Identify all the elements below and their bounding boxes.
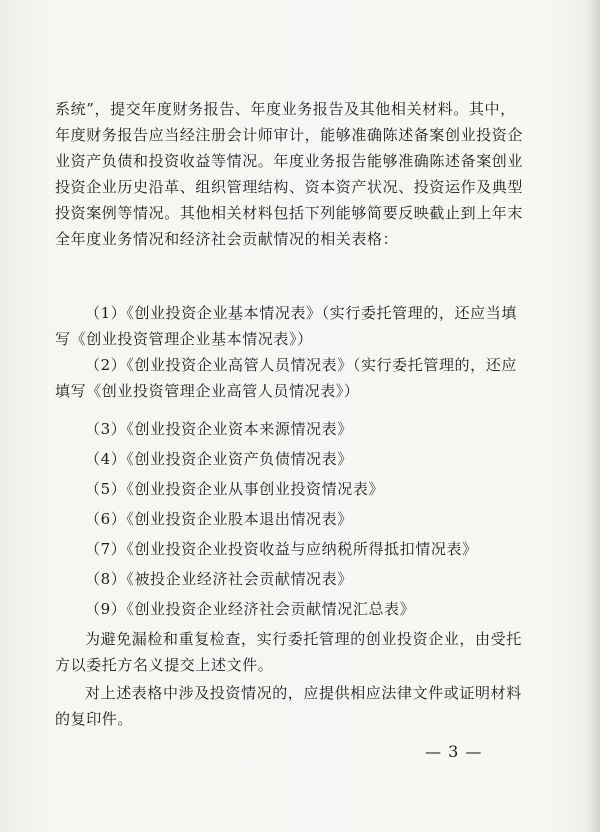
paragraph-intro: 系统”，提交年度财务报告、年度业务报告及其他相关材料。其中，年度财务报告应当经注册会计师审计，能够准确陈述备案创业投资企业资产负债和投资收益等情况。年度业务报告能够准确陈述备案创业投资企业历史沿革、组织管理结构、资本资产状况、投资运作及典型投资案例等情况。其他相关材料包括下列能够简要反映截止到上年末全年度业务情况和经济社会贡献情况的相关表格： [55, 100, 524, 248]
list-item-5: （5）《创业投资企业从事创业投资情况表》 [85, 480, 385, 498]
page-number: — 3 — [425, 742, 483, 761]
paragraph-avoid-duplicate: 为避免漏检和重复检查，实行委托管理的创业投资企业，由受托方以委托方名义提交上述文件。 [55, 630, 522, 674]
list-item-2: （2）《创业投资企业高管人员情况表》（实行委托管理的，还应填写《创业投资管理企业高管人员情况表》） [55, 356, 517, 400]
list-item-1: （1）《创业投资企业基本情况表》（实行委托管理的，还应当填写《创业投资管理企业基本情况表》） [55, 304, 517, 348]
list-item-6: （6）《创业投资企业股本退出情况表》 [85, 510, 353, 528]
list-item-9: （9）《创业投资企业经济社会贡献情况汇总表》 [85, 600, 416, 618]
list-item-3: （3）《创业投资企业资本来源情况表》 [85, 420, 353, 438]
paragraph-legal-documents: 对上述表格中涉及投资情况的，应提供相应法律文件或证明材料的复印件。 [55, 684, 522, 728]
list-item-8: （8）《被投企业经济社会贡献情况表》 [85, 570, 353, 588]
page-edge-shadow [586, 0, 600, 832]
list-item-7: （7）《创业投资企业投资收益与应纳税所得抵扣情况表》 [85, 540, 478, 558]
list-item-4: （4）《创业投资企业资产负债情况表》 [85, 450, 353, 468]
